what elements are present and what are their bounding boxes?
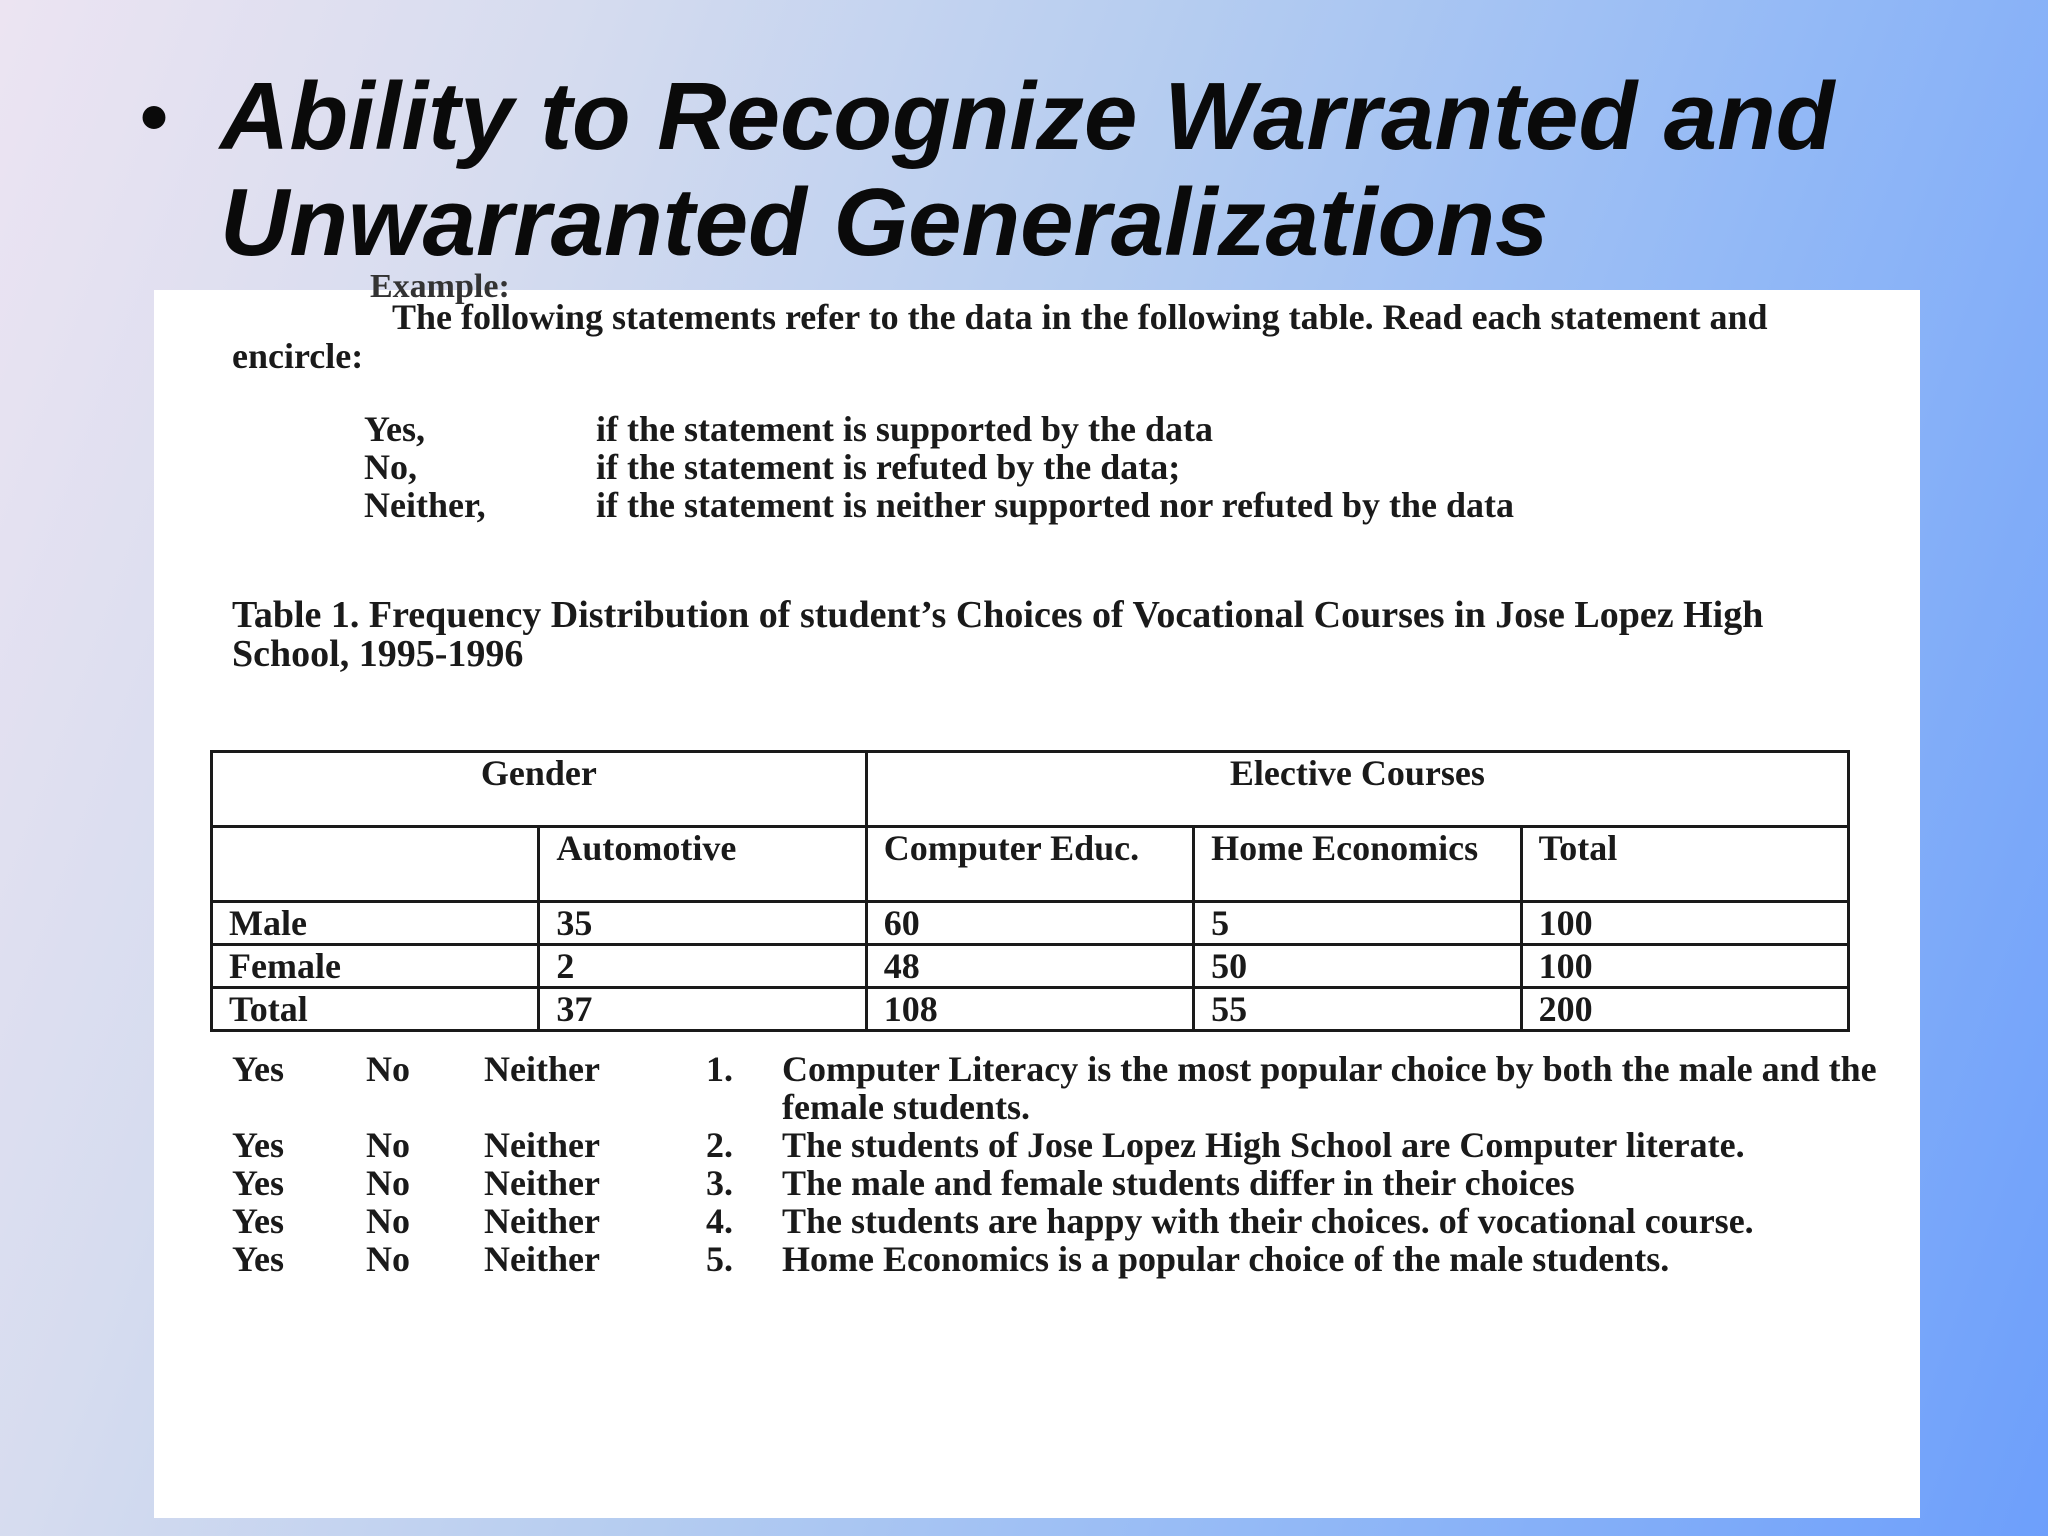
option-neither	[364, 486, 1864, 524]
table-cell: 55	[1194, 988, 1521, 1031]
table-cell: 60	[866, 902, 1193, 945]
option-text: if the statement is refuted by the data;	[596, 447, 1181, 487]
table-row	[212, 945, 1849, 988]
choice-no: No	[366, 1239, 410, 1279]
table-cell: 37	[539, 988, 866, 1031]
table-header-row	[212, 752, 1849, 827]
column-header: Total	[1521, 827, 1848, 902]
table-cell: 2	[539, 945, 866, 988]
choice-yes: Yes	[232, 1163, 284, 1203]
statement-item	[232, 1240, 1892, 1278]
statement-text: Computer Literacy is the most popular choice by both the male and the female students.	[782, 1049, 1877, 1127]
choice-yes: Yes	[232, 1201, 284, 1241]
option-key: Neither,	[364, 485, 486, 525]
instructions	[232, 298, 1832, 376]
statement-text: The students are happy with their choices. of vocational course.	[782, 1201, 1754, 1241]
statement-number: 4.	[706, 1201, 733, 1241]
choice-yes: Yes	[232, 1125, 284, 1165]
option-text: if the statement is neither supported nor refuted by the data	[596, 485, 1514, 525]
choice-yes: Yes	[232, 1239, 284, 1279]
choice-neither: Neither	[484, 1125, 600, 1165]
choice-no: No	[366, 1201, 410, 1241]
table-cell: Female	[212, 945, 539, 988]
statement-text: The students of Jose Lopez High School are Computer literate.	[782, 1125, 1745, 1165]
option-yes	[364, 410, 1864, 448]
statement-number: 3.	[706, 1163, 733, 1203]
choice-neither: Neither	[484, 1201, 600, 1241]
choice-no: No	[366, 1049, 410, 1089]
option-key: Yes,	[364, 409, 425, 449]
table-cell: Male	[212, 902, 539, 945]
partial-heading: Example:	[370, 268, 510, 305]
title-bullet: •	[140, 72, 169, 161]
answer-options	[364, 410, 1864, 524]
statement-item	[232, 1202, 1892, 1240]
table-cell: 48	[866, 945, 1193, 988]
table-row	[212, 902, 1849, 945]
statement-item	[232, 1050, 1892, 1126]
table-cell: 35	[539, 902, 866, 945]
table-cell: 50	[1194, 945, 1521, 988]
option-key: No,	[364, 447, 417, 487]
table-cell: Total	[212, 988, 539, 1031]
table-cell: 200	[1521, 988, 1848, 1031]
scanned-document	[154, 268, 1920, 1518]
statement-text: The male and female students differ in their choices	[782, 1163, 1575, 1203]
statement-text: Home Economics is a popular choice of the male students.	[782, 1239, 1670, 1279]
statement-number: 1.	[706, 1049, 733, 1089]
table-column-headers	[212, 827, 1849, 902]
table-row	[212, 988, 1849, 1031]
table-cell: 100	[1521, 945, 1848, 988]
statement-item	[232, 1126, 1892, 1164]
table-caption: Table 1. Frequency Distribution of student’s Choices of Vocational Courses in Jose Lopez High School, 1995-1996	[232, 594, 1764, 675]
frequency-table	[210, 750, 1850, 1032]
table-cell: 100	[1521, 902, 1848, 945]
choice-no: No	[366, 1163, 410, 1203]
column-header	[212, 827, 539, 902]
option-text: if the statement is supported by the data	[596, 409, 1213, 449]
table-cell: 108	[866, 988, 1193, 1031]
column-header: Computer Educ.	[866, 827, 1193, 902]
statement-list	[232, 1050, 1892, 1278]
statement-number: 5.	[706, 1239, 733, 1279]
table-cell: 5	[1194, 902, 1521, 945]
column-header: Home Economics	[1194, 827, 1521, 902]
choice-neither: Neither	[484, 1049, 600, 1089]
choice-neither: Neither	[484, 1239, 600, 1279]
header-gender: Gender	[212, 752, 867, 827]
choice-yes: Yes	[232, 1049, 284, 1089]
instructions-text: The following statements refer to the data in the following table. Read each statement and encircle:	[232, 297, 1768, 376]
statement-item	[232, 1164, 1892, 1202]
column-header: Automotive	[539, 827, 866, 902]
header-elective-courses: Elective Courses	[866, 752, 1848, 827]
option-no	[364, 448, 1864, 486]
choice-neither: Neither	[484, 1163, 600, 1203]
slide-title	[140, 64, 1900, 276]
statement-number: 2.	[706, 1125, 733, 1165]
choice-no: No	[366, 1125, 410, 1165]
title-text: Ability to Recognize Warranted and Unwarranted Generalizations	[220, 63, 1835, 276]
